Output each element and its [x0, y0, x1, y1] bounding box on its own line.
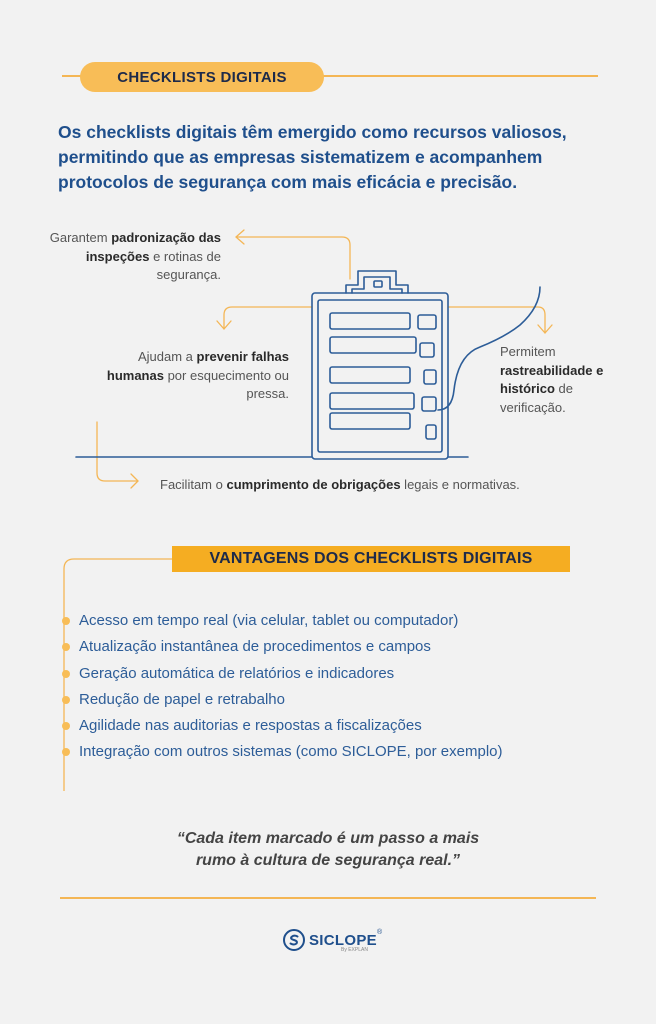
advantages-title: VANTAGENS DOS CHECKLISTS DIGITAIS — [209, 550, 533, 567]
siclope-logo — [283, 929, 382, 951]
bullet-icon — [62, 643, 70, 651]
list-item: Acesso em tempo real (via celular, tablet ou computador) — [62, 609, 503, 635]
arrow-top-left — [236, 237, 350, 279]
list-item: Redução de papel e retrabalho — [62, 688, 503, 714]
note-prevenir-falhas: Ajudam a prevenir falhas humanas por esquecimento ou pressa. — [106, 349, 289, 401]
note-padronizacao: Garantem padronização das inspeções e rotinas de segurança. — [49, 230, 221, 282]
quote: “Cada item marcado é um passo a mais rumo à cultura de segurança real.” — [176, 830, 480, 869]
arrow-bottom — [97, 422, 138, 481]
intro-paragraph: Os checklists digitais têm emergido como recursos valiosos, permitindo que as empresas sistematizem e acompanhem protocolos de segurança com mais eficácia e precisão. — [58, 122, 567, 192]
advantages-list — [62, 609, 503, 767]
arrow-right — [448, 307, 545, 333]
logo-text: SICLOPE — [309, 931, 377, 949]
logo-byline: By EXPLAN — [341, 947, 368, 953]
list-item: Agilidade nas auditorias e respostas a fiscalizações — [62, 714, 503, 740]
arrow-mid-left — [224, 307, 312, 329]
logo-registered: ® — [376, 929, 383, 936]
note-rastreabilidade: Permitem rastreabilidade e histórico de verificação. — [500, 344, 604, 415]
section-title-pill — [80, 62, 324, 92]
list-item: Integração com outros sistemas (como SICLOPE, por exemplo) — [62, 740, 503, 766]
bullet-icon — [62, 722, 70, 730]
section-title: CHECKLISTS DIGITAIS — [117, 68, 287, 86]
bullet-icon — [62, 617, 70, 625]
header-rule-left — [62, 75, 82, 77]
header-rule-right — [322, 75, 598, 77]
footer-rule — [60, 897, 596, 899]
advantages-banner — [172, 546, 570, 572]
bullet-icon — [62, 670, 70, 678]
siclope-logo-icon — [283, 929, 305, 951]
list-item: Geração automática de relatórios e indicadores — [62, 662, 503, 688]
note-cumprimento: Facilitam o cumprimento de obrigações legais e normativas. — [160, 477, 520, 492]
bullet-icon — [62, 696, 70, 704]
list-item: Atualização instantânea de procedimentos e campos — [62, 635, 503, 661]
bullet-icon — [62, 748, 70, 756]
